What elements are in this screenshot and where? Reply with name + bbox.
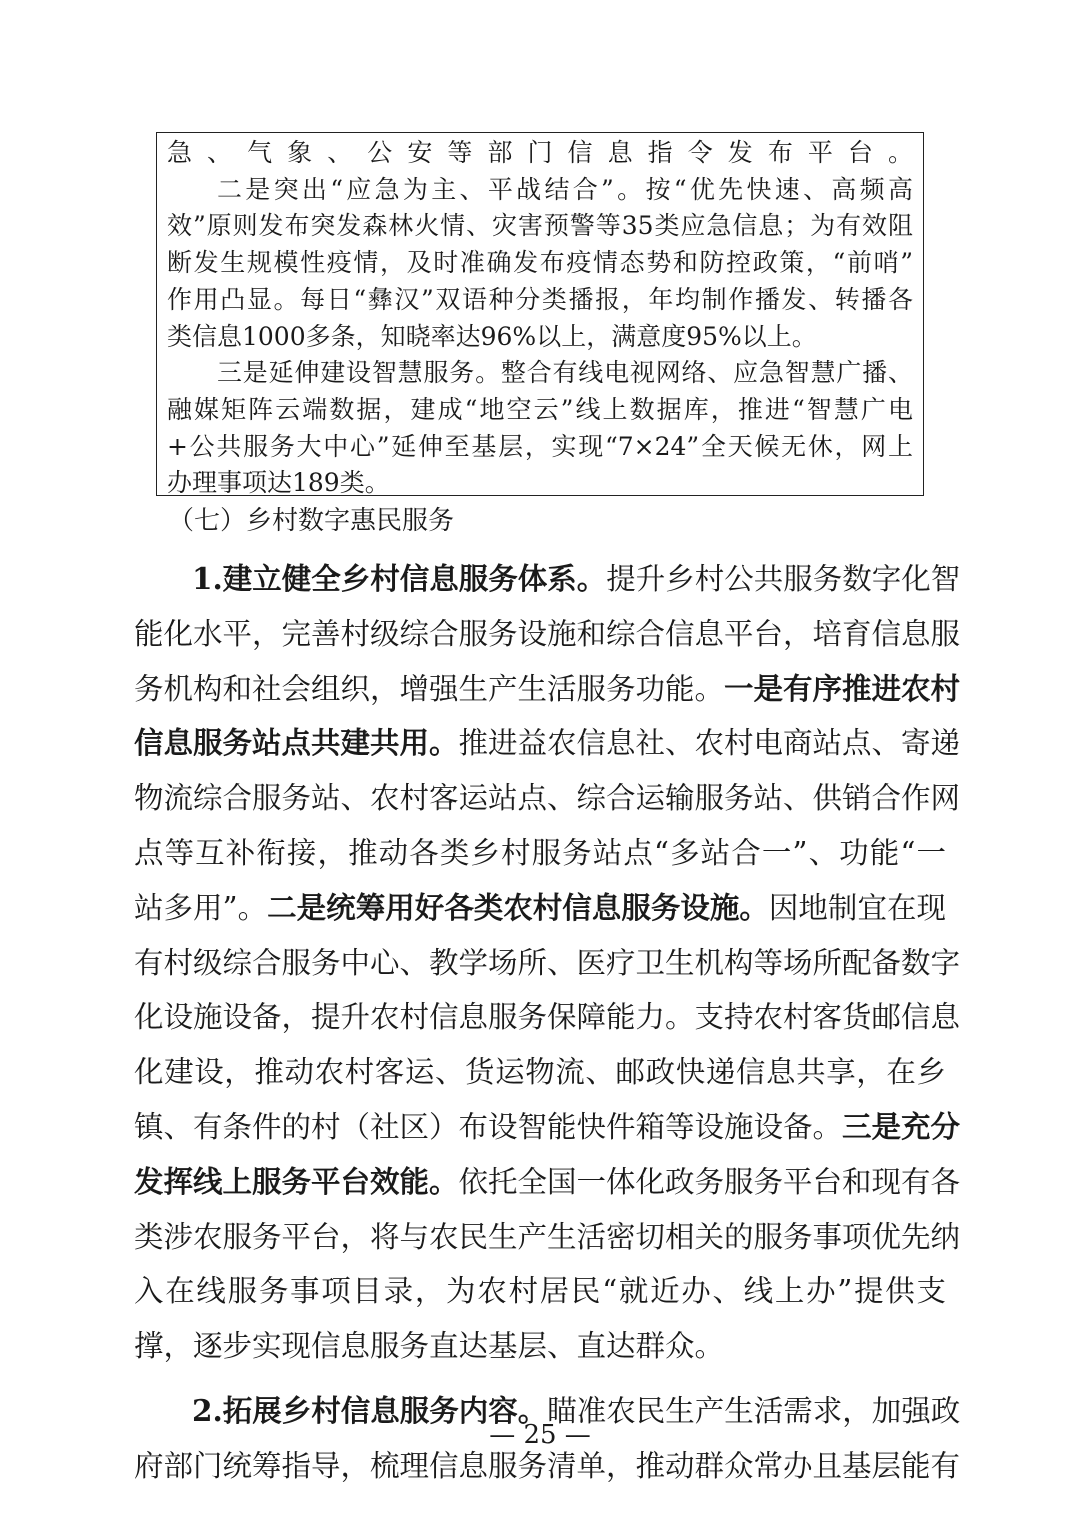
paragraph-line: 府部门统筹指导，梳理信息服务清单，推动群众常办且基层能有 [134,1448,961,1483]
subheading: 1.建立健全乡村信息服务体系。 [192,561,607,596]
text-span: 站多用”。 [134,890,268,925]
paragraph-line [134,881,946,936]
paragraph-line [134,662,961,717]
paragraph-line: 化设施设备，提升农村信息服务保障能力。支持农村客货邮信息 [134,1000,961,1035]
text-span: 依托全国一体化政务服务平台和现有各 [458,1164,961,1199]
subheading: 2.拓展乡村信息服务内容。 [192,1392,548,1428]
paragraph-line: 撑，逐步实现信息服务直达基层、直达群众。 [134,1329,725,1364]
paragraph-line [134,1100,961,1155]
section-heading: （七）乡村数字惠民服务 [168,506,455,536]
bold-phrase: 发挥线上服务平台效能。 [134,1163,459,1199]
box-line: 效”原则发布突发森林火情、灾害预警等35类应急信息；为有效阻 [167,211,913,241]
box-line: 三是延伸建设智慧服务。整合有线电视网络、应急智慧广播、 [217,358,913,388]
text-span: 务机构和社会组织，增强生产生活服务功能。 [134,671,725,706]
bold-phrase: 一是有序推进农村 [724,670,961,706]
bold-phrase: 二是统筹用好各类农村信息服务设施。 [267,889,769,925]
case-study-box [156,132,924,496]
body-text [134,552,961,1494]
text-span: 瞄准农民生产生活需求，加强政 [547,1393,961,1428]
box-line: 办理事项达189类。 [167,468,390,498]
box-line: 二是突出“应急为主、平战结合”。按“优先快速、高频高 [217,174,913,204]
box-line: +公共服务大中心”延伸至基层，实现“7×24”全天候无休，网上 [167,431,913,461]
paragraph-line [134,1155,961,1210]
box-line: 作用凸显。每日“彝汉”双语种分类播报，年均制作播发、转播各 [167,284,913,314]
page-number: — 25 — [489,1420,591,1450]
box-line: 急、气象、公安等部门信息指令发布平台。 [167,138,913,167]
box-line: 类信息1000多条，知晓率达96%以上，满意度95%以上。 [167,321,817,351]
bold-phrase: 三是充分 [842,1108,961,1144]
paragraph-line: 入在线服务事项目录，为农村居民“就近办、线上办”提供支 [134,1274,946,1309]
paragraph-line [134,716,961,771]
paragraph-line: 物流综合服务站、农村客运站点、综合运输服务站、供销合作网 [134,781,961,816]
box-line: 断发生规模性疫情，及时准确发布疫情态势和防控政策，“前哨” [167,248,913,278]
paragraph-line: 有村级综合服务中心、教学场所、医疗卫生机构等场所配备数字 [134,945,961,980]
paragraph-line: 点等互补衔接，推动各类乡村服务站点“多站合一”、功能“一 [134,835,946,870]
paragraph-line [134,552,961,607]
paragraph-line: 类涉农服务平台，将与农民生产生活密切相关的服务事项优先纳 [134,1219,961,1254]
box-line: 融媒矩阵云端数据，建成“地空云”线上数据库，推进“智慧广电 [167,394,913,424]
text-span: 因地制宜在现 [768,890,946,925]
text-span: 提升乡村公共服务数字化智 [606,562,961,596]
paragraph-line: 能化水平，完善村级综合服务设施和综合信息平台，培育信息服 [134,616,961,651]
text-span: 镇、有条件的村（社区）布设智能快件箱等设施设备。 [134,1109,843,1144]
paragraph-line: 化建设，推动农村客运、货运物流、邮政快递信息共享，在乡 [134,1055,946,1090]
bold-phrase: 信息服务站点共建共用。 [134,725,459,761]
text-span: 推进益农信息社、农村电商站点、寄递 [458,726,961,761]
